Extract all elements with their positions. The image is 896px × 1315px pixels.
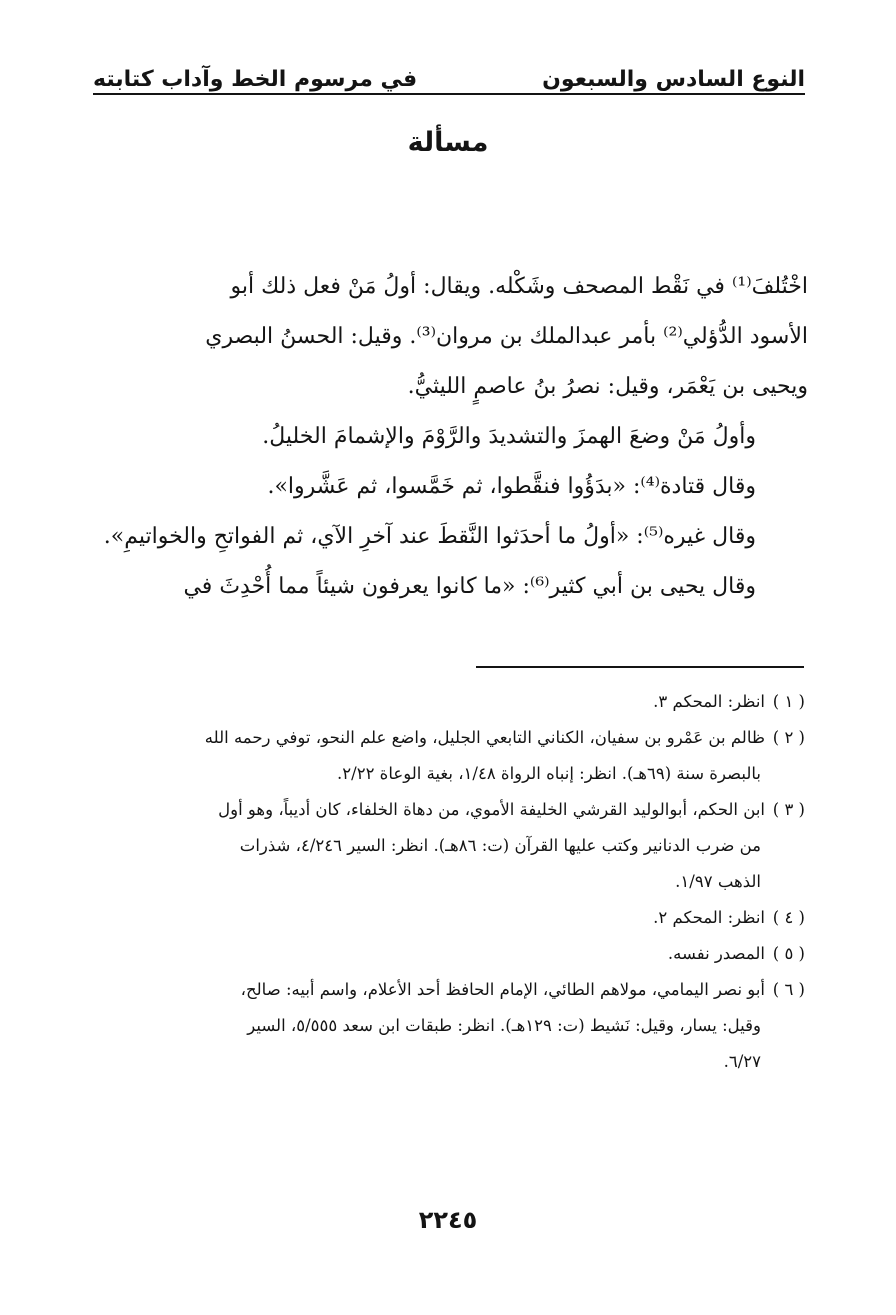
header-chapter-title: النوع السادس والسبعون bbox=[542, 67, 805, 92]
footnote-text: ٦/٢٧. bbox=[723, 1052, 761, 1071]
footnote-text: من ضرب الدنانير وكتب عليها القرآن (ت: ٨٦هـ). انظر: السير ٤/٢٤٦، شذرات bbox=[239, 836, 761, 855]
footnote-text: انظر: المحكم ٢. bbox=[653, 908, 765, 927]
body-line: وأولُ مَنْ وضعَ الهمزَ والتشديدَ والرَّوْمَ والإشمامَ الخليلُ. bbox=[262, 424, 756, 449]
footnote-number: ( ١ ) bbox=[772, 692, 805, 711]
footnote-divider bbox=[476, 666, 804, 668]
footnote-text: ابن الحكم، أبوالوليد القرشي الخليفة الأموي، من دهاة الخلفاء، كان أديباً، وهو أول bbox=[218, 800, 765, 819]
footnote-text: الذهب ١/٩٧. bbox=[675, 872, 761, 891]
footnote-1 bbox=[93, 684, 805, 720]
footnote-text: أبو نصر اليمامي، مولاهم الطائي، الإمام الحافظ أحد الأعلام، واسم أبيه: صالح، bbox=[240, 980, 765, 999]
body-line: ويحيى بن يَعْمَر، وقيل: نصرُ بنُ عاصمٍ الليثيُّ. bbox=[407, 374, 808, 399]
footnote-number: ( ٣ ) bbox=[772, 800, 805, 819]
body-line: وقال قتادة⁽⁴⁾: «بدَؤُوا فنقَّطوا، ثم خَمَّسوا، ثم عَشَّروا». bbox=[267, 474, 756, 499]
footnote-text: المصدر نفسه. bbox=[667, 944, 765, 963]
running-header bbox=[93, 52, 805, 92]
header-section-title: في مرسوم الخط وآداب كتابته bbox=[93, 67, 418, 92]
footnote-number: ( ٢ ) bbox=[772, 728, 805, 747]
footnote-3 bbox=[93, 792, 805, 900]
footnote-text: انظر: المحكم ٣. bbox=[653, 692, 765, 711]
body-line: اخْتُلفَ⁽¹⁾ في نَقْط المصحف وشَكْله. ويقال: أولُ مَنْ فعل ذلك أبو bbox=[230, 274, 808, 299]
footnotes bbox=[93, 684, 805, 1080]
body-line: وقال غيره⁽⁵⁾: «أولُ ما أحدَثوا النَّقطَ عند آخرِ الآي، ثم الفواتحِ والخواتيمِ». bbox=[103, 524, 756, 549]
body-line: الأسود الدُّؤلي⁽²⁾ بأمر عبدالملك بن مروان⁽³⁾. وقيل: الحسنُ البصري bbox=[205, 324, 808, 349]
body-line: وقال يحيى بن أبي كثير⁽⁶⁾: «ما كانوا يعرفون شيئاً مما أُحْدِثَ في bbox=[183, 574, 756, 599]
main-text bbox=[96, 262, 808, 612]
footnote-text: وقيل: يسار، وقيل: نَشيط (ت: ١٢٩هـ). انظر: طبقات ابن سعد ٥/٥٥٥، السير bbox=[247, 1016, 761, 1035]
footnote-2 bbox=[93, 720, 805, 792]
section-title: مسألة bbox=[407, 127, 489, 158]
footnote-number: ( ٥ ) bbox=[772, 944, 805, 963]
footnote-number: ( ٦ ) bbox=[772, 980, 805, 999]
footnote-5 bbox=[93, 936, 805, 972]
footnote-text: بالبصرة سنة (٦٩هـ). انظر: إنباه الرواة ١/٤٨، بغية الوعاة ٢/٢٢. bbox=[337, 764, 761, 783]
header-divider bbox=[93, 93, 805, 95]
page-number: ٢٢٤٥ bbox=[418, 1206, 478, 1234]
footnote-text: ظالم بن عَمْرو بن سفيان، الكناني التابعي الجليل، واضع علم النحو، توفي رحمه الله bbox=[204, 728, 765, 747]
footnote-6 bbox=[93, 972, 805, 1080]
footnote-number: ( ٤ ) bbox=[772, 908, 805, 927]
footnote-4 bbox=[93, 900, 805, 936]
